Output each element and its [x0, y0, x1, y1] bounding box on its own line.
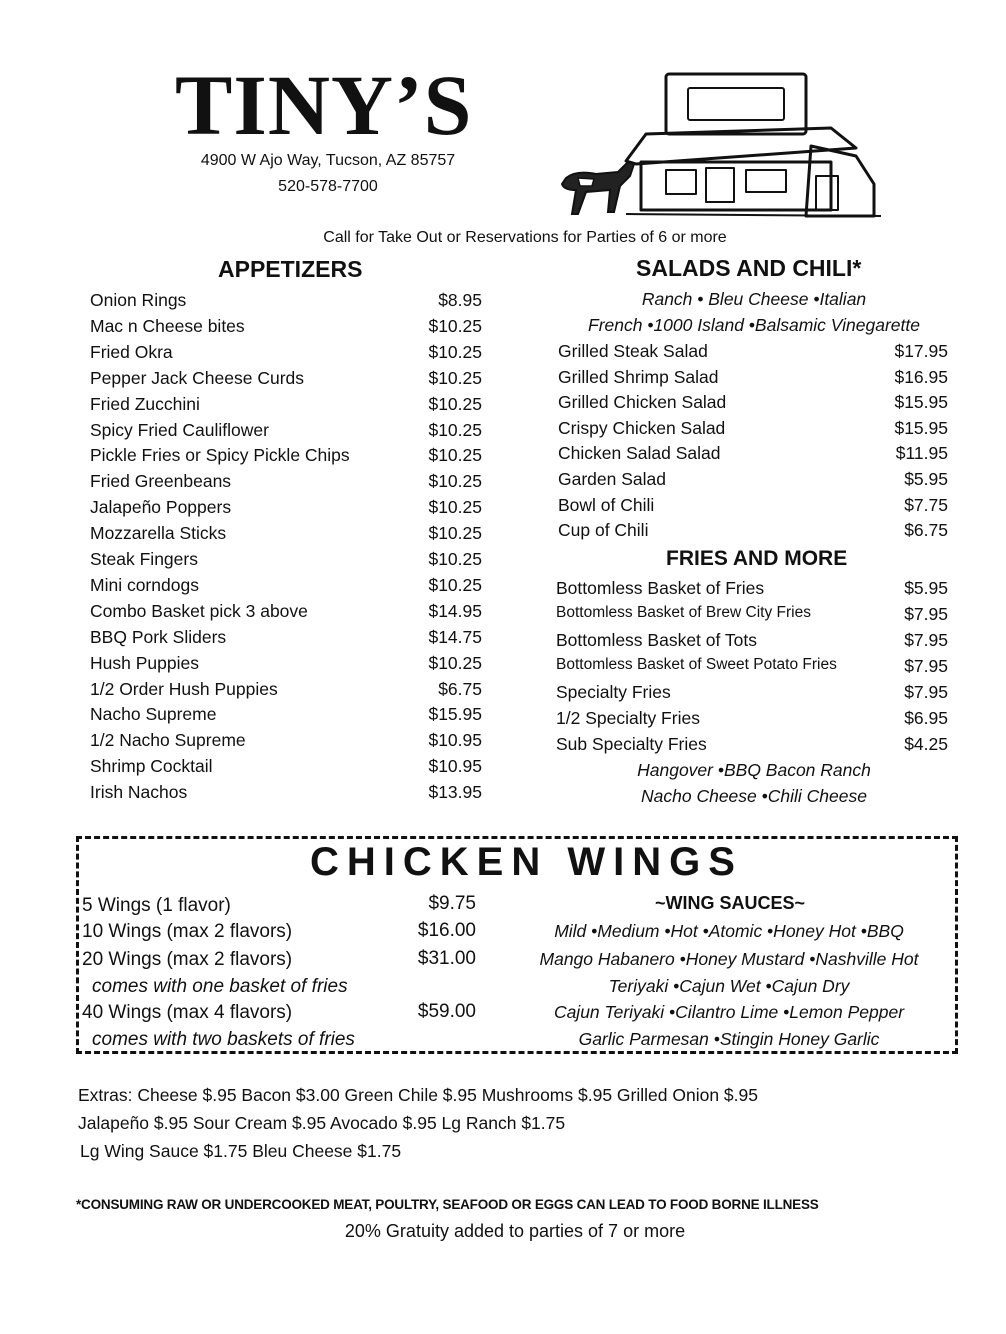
dressings-line-2: French •1000 Island •Balsamic Vinegarette: [588, 315, 920, 335]
salad-item-name: Chicken Salad Salad: [558, 443, 721, 464]
wing-price-40: $59.00: [417, 1001, 476, 1022]
appetizer-item-price: $10.95: [428, 730, 482, 751]
appetizer-item-name: Spicy Fried Cauliflower: [90, 419, 269, 440]
appetizer-item-price: $14.95: [428, 600, 482, 621]
appetizer-item-name: Combo Basket pick 3 above: [90, 600, 308, 621]
appetizer-item-name: 1/2 Nacho Supreme: [90, 730, 246, 751]
appetizer-item-name: Fried Greenbeans: [90, 471, 232, 492]
salad-item-price: $6.75: [904, 520, 948, 541]
appetizer-item-name: BBQ Pork Sliders: [90, 626, 227, 647]
appetizer-item-price: $10.25: [428, 471, 482, 492]
appetizer-item-name: Nacho Supreme: [90, 704, 217, 725]
salad-item-price: $11.95: [895, 443, 948, 464]
address: 4900 W Ajo Way, Tucson, AZ 85757: [200, 152, 456, 169]
specialty-styles-line-1: Hangover •BBQ Bacon Ranch: [637, 760, 871, 780]
appetizer-item-name: Pepper Jack Cheese Curds: [90, 367, 304, 388]
appetizer-item-price: $10.25: [428, 652, 482, 673]
appetizer-item-price: $15.95: [428, 704, 482, 725]
appetizer-item-price: $10.25: [428, 315, 482, 336]
wings-heading: CHICKEN WINGS: [310, 840, 743, 884]
wing-sauces-heading: ~WING SAUCES~: [654, 893, 806, 913]
fries-item-name: Bottomless Basket of Fries: [556, 578, 765, 598]
appetizer-item-name: Jalapeño Poppers: [90, 497, 232, 518]
dressings-line-1: Ranch • Bleu Cheese •Italian: [641, 289, 867, 309]
extras-line-2: Jalapeño $.95 Sour Cream $.95 Avocado $.95 Lg Ranch $1.75: [78, 1113, 566, 1133]
wing-order-10: 10 Wings (max 2 flavors): [82, 921, 293, 942]
appetizer-item-price: $10.25: [428, 574, 482, 595]
salad-item-name: Bowl of Chili: [558, 494, 655, 515]
call-note: Call for Take Out or Reservations for Parties of 6 or more: [323, 229, 727, 246]
salad-item-price: $5.95: [904, 469, 948, 489]
fries-item-name: Specialty Fries: [556, 682, 671, 702]
salad-item-name: Cup of Chili: [558, 520, 649, 541]
appetizer-item-name: Irish Nachos: [90, 782, 188, 803]
appetizer-item-name: Pickle Fries or Spicy Pickle Chips: [90, 445, 350, 466]
appetizer-item-name: Fried Zucchini: [90, 393, 200, 414]
fries-item-price: $7.95: [904, 630, 948, 650]
appetizer-item-price: $10.25: [428, 549, 482, 569]
appetizer-item-price: $10.25: [428, 367, 482, 388]
fries-item-price: $6.95: [904, 708, 948, 728]
wing-note-two-baskets: comes with two baskets of fries: [92, 1029, 355, 1050]
fries-heading: FRIES AND MORE: [666, 547, 848, 570]
fries-item-price: $5.95: [904, 578, 948, 598]
salad-item-name: Grilled Shrimp Salad: [558, 366, 719, 387]
appetizer-item-price: $10.95: [428, 756, 482, 777]
appetizer-item-name: Onion Rings: [90, 290, 187, 310]
appetizer-item-price: $10.25: [428, 523, 482, 544]
food-safety-warning: *CONSUMING RAW OR UNDERCOOKED MEAT, POULTRY, SEAFOOD OR EGGS CAN LEAD TO FOOD BORNE ILLNESS: [76, 1197, 819, 1212]
appetizer-item-price: $10.25: [428, 445, 482, 466]
fries-item-name: Bottomless Basket of Sweet Potato Fries: [556, 656, 837, 673]
salad-item-name: Grilled Chicken Salad: [558, 392, 727, 413]
fries-item-price: $7.95: [904, 656, 948, 676]
salad-item-name: Grilled Steak Salad: [558, 341, 708, 361]
wing-order-20: 20 Wings (max 2 flavors): [82, 949, 293, 970]
fries-item-price: $4.25: [904, 734, 948, 754]
salad-item-price: $15.95: [894, 392, 948, 413]
appetizer-item-price: $6.75: [438, 678, 482, 699]
appetizer-item-name: Steak Fingers: [90, 549, 198, 569]
salad-item-price: $17.95: [894, 341, 948, 361]
wing-sauces-line-2: Mango Habanero •Honey Mustard •Nashville Hot: [539, 949, 919, 969]
wing-note-one-basket: comes with one basket of fries: [92, 976, 348, 997]
appetizer-item-name: Mozzarella Sticks: [90, 523, 227, 544]
appetizer-item-name: 1/2 Order Hush Puppies: [90, 678, 278, 699]
appetizer-item-name: Mini corndogs: [90, 574, 199, 595]
specialty-styles-line-2: Nacho Cheese •Chili Cheese: [641, 786, 867, 806]
salads-heading: SALADS AND CHILI*: [636, 255, 862, 281]
appetizer-item-price: $10.25: [428, 419, 482, 440]
fries-item-name: Sub Specialty Fries: [556, 734, 707, 754]
phone-number: 520-578-7700: [278, 178, 378, 195]
salad-item-name: Crispy Chicken Salad: [558, 417, 726, 438]
restaurant-title: TINY’S: [175, 57, 473, 153]
salad-item-price: $7.75: [904, 494, 948, 515]
appetizers-heading: APPETIZERS: [218, 256, 363, 282]
wing-sauces-line-4: Cajun Teriyaki •Cilantro Lime •Lemon Pepper: [553, 1002, 905, 1022]
appetizer-item-name: Fried Okra: [90, 341, 173, 362]
appetizer-item-price: $10.25: [428, 393, 482, 414]
appetizer-item-name: Mac n Cheese bites: [90, 315, 245, 336]
fries-item-name: Bottomless Basket of Tots: [556, 630, 758, 650]
wing-sauces-line-1: Mild •Medium •Hot •Atomic •Honey Hot •BBQ: [554, 921, 904, 941]
appetizer-item-price: $10.25: [428, 341, 482, 362]
salad-item-price: $15.95: [894, 417, 948, 438]
appetizer-item-price: $8.95: [438, 290, 482, 310]
wing-sauces-line-3: Teriyaki •Cajun Wet •Cajun Dry: [608, 976, 850, 996]
fries-item-price: $7.95: [904, 604, 948, 624]
salad-item-price: $16.95: [894, 366, 948, 387]
wing-order-5: 5 Wings (1 flavor): [82, 895, 231, 916]
wing-price-10: $16.00: [417, 920, 476, 941]
appetizer-item-name: Hush Puppies: [90, 652, 199, 673]
gratuity-note: 20% Gratuity added to parties of 7 or more: [344, 1221, 686, 1241]
wing-price-5: $9.75: [428, 893, 476, 914]
fries-item-price: $7.95: [904, 682, 948, 702]
fries-item-name: Bottomless Basket of Brew City Fries: [556, 604, 811, 621]
extras-line-1: Extras: Cheese $.95 Bacon $3.00 Green Chile $.95 Mushrooms $.95 Grilled Onion $.95: [78, 1085, 758, 1105]
wing-order-40: 40 Wings (max 4 flavors): [82, 1002, 293, 1023]
appetizer-item-price: $14.75: [428, 626, 482, 647]
appetizer-item-price: $10.25: [428, 497, 482, 518]
wing-price-20: $31.00: [417, 948, 476, 969]
fries-item-name: 1/2 Specialty Fries: [556, 708, 700, 728]
storefront-illustration: [556, 66, 882, 226]
appetizer-item-name: Shrimp Cocktail: [90, 756, 213, 777]
extras-line-3: Lg Wing Sauce $1.75 Bleu Cheese $1.75: [80, 1141, 402, 1161]
wing-sauces-line-5: Garlic Parmesan •Stingin Honey Garlic: [578, 1029, 880, 1049]
salad-item-name: Garden Salad: [558, 469, 666, 489]
appetizer-item-price: $13.95: [428, 782, 482, 803]
